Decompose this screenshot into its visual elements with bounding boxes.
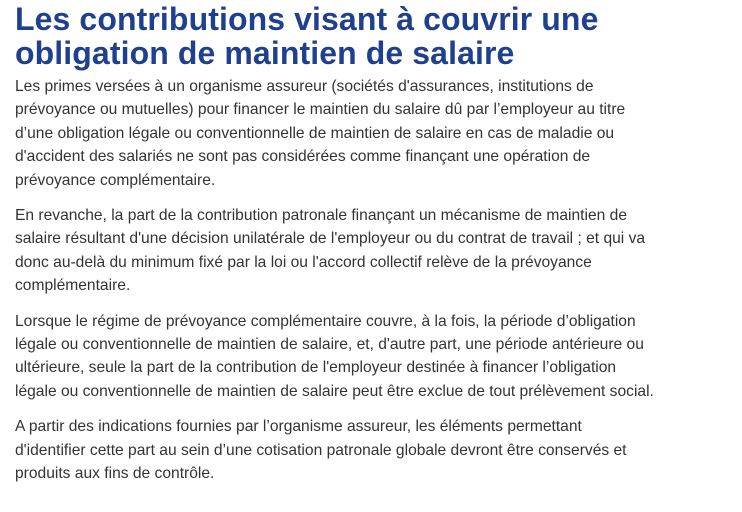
paragraph-contribution-patronale: En revanche, la part de la contribution patronale finançant un mécanisme de maintien de salaire résultant d'une décision unilatérale de l'employeur ou du contrat de travail ; et qui va donc au-delà du minimum fixé par la loi ou l'accord collectif relève de la prévoyance complémentaire.: [15, 207, 646, 295]
paragraph-indications-assureur: A partir des indications fournies par l’organisme assureur, les éléments permettant d'identifier cette part au sein d’une cotisation patronale globale devront être conservés et produits aux fins de contrôle.: [15, 418, 627, 483]
paragraph-primes-assureur: Les primes versées à un organisme assureur (sociétés d'assurances, institutions de prévoyance ou mutuelles) pour financer le maintien du salaire dû par l’employeur au titre d’une obligation légale ou conventionnelle de maintien de salaire en cas de maladie ou d'accident des salariés ne sont pas considérées comme finançant une opération de prévoyance complémentaire.: [15, 78, 626, 189]
paragraph-regime-prevoyance: Lorsque le régime de prévoyance complémentaire couvre, à la fois, la période d’obligation légale ou conventionnelle de maintien de salaire, et, d'autre part, une période antérieure ou ultérieure, seule la part de la contribution de l'employeur destinée à financer l’obligation légale ou conventionnelle de maintien de salaire peut être exclue de tout prélèvement social.: [15, 312, 654, 400]
page-title: Les contributions visant à couvrir une obligation de maintien de salaire: [15, 1, 599, 71]
article: [15, 2, 655, 498]
